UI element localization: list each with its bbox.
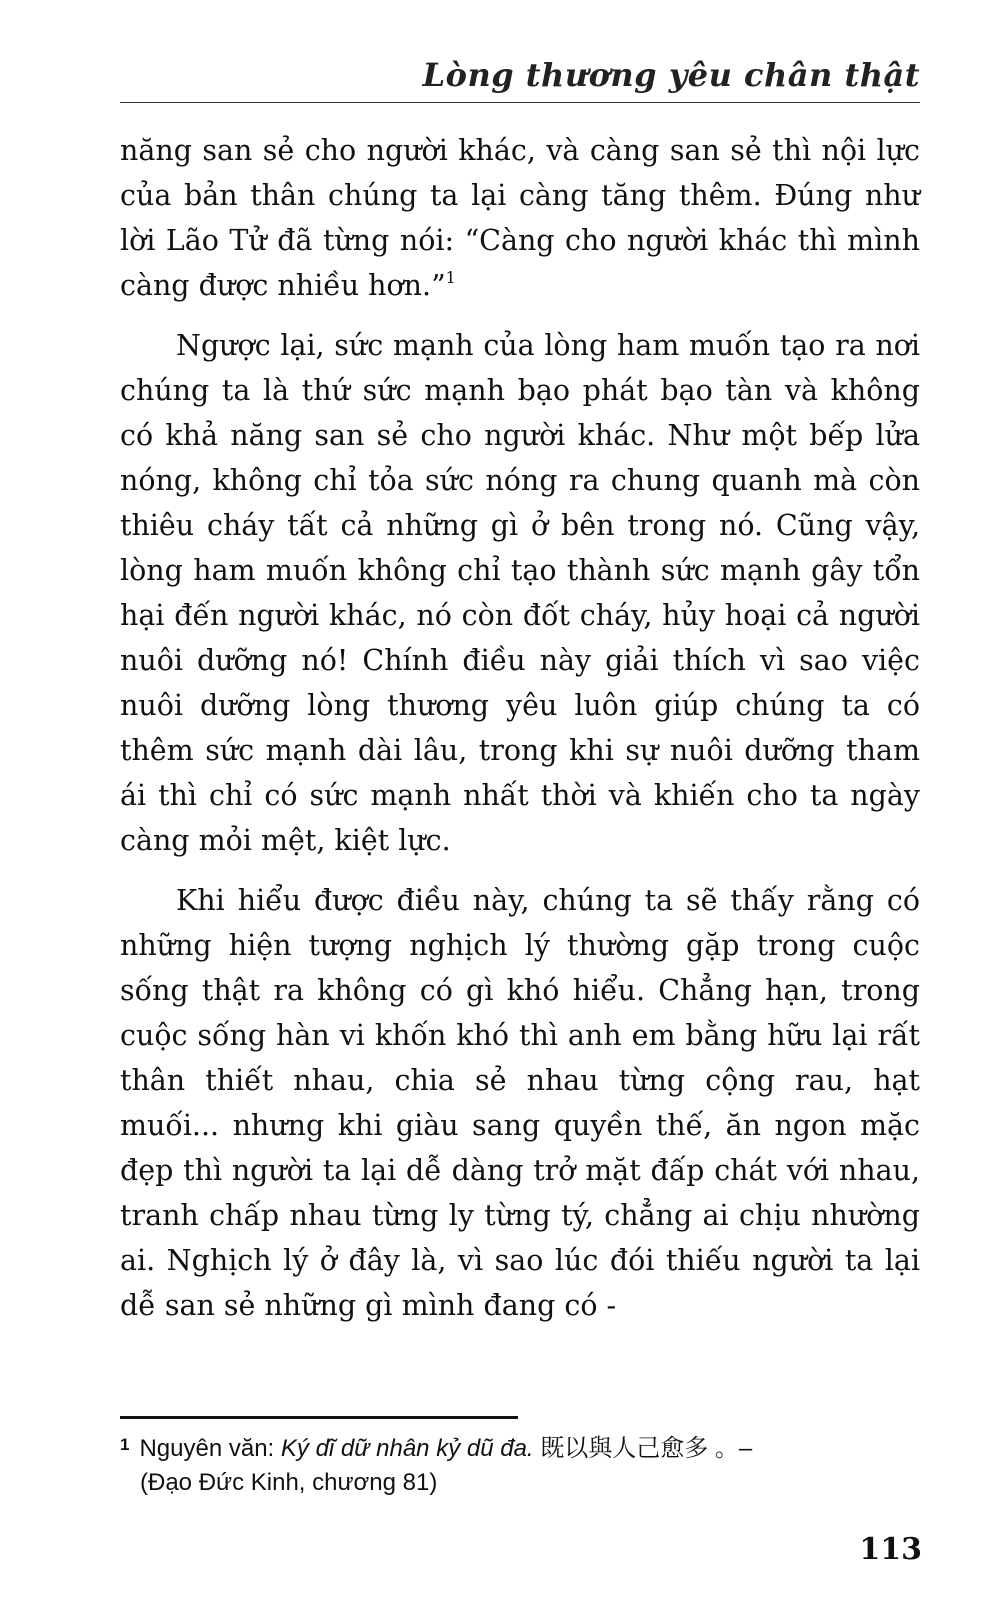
footnote-chinese: 既以與人己愈多 。– — [533, 1435, 753, 1462]
footnote-reference: 1 — [445, 268, 456, 287]
header-rule — [120, 102, 920, 103]
page-number: 113 — [859, 1532, 922, 1567]
paragraph-1-text: năng san sẻ cho người khác, và càng san sẻ thì nội lực của bản thân chúng ta lại càng tăng thêm. Đúng như lời Lão Tử đã từng nói: “Càng cho người khác thì mình càng được nhiều hơn.” — [120, 134, 920, 302]
body-text — [120, 128, 920, 1328]
footnote-italic: Ký dĩ dữ nhân kỷ dũ đa. — [280, 1435, 534, 1462]
footnote-mark: 1 — [120, 1435, 130, 1454]
paragraph-3: Khi hiểu được điều này, chúng ta sẽ thấy rằng có những hiện tượng nghịch lý thường gặp trong cuộc sống thật ra không có gì khó hiểu. Chẳng hạn, trong cuộc sống hàn vi khốn khó thì anh em bằng hữu lại rất thân thiết nhau, chia sẻ nhau từng cộng rau, hạt muối... nhưng khi giàu sang quyền thế, ăn ngon mặc đẹp thì người ta lại dễ dàng trở mặt đấp chát với nhau, tranh chấp nhau từng ly từng tý, chẳng ai chịu nhường ai. Nghịch lý ở đây là, vì sao lúc đói thiếu người ta lại dễ san sẻ những gì mình đang có - — [120, 884, 920, 1322]
running-title: Lòng thương yêu chân thật — [422, 56, 920, 94]
footnote-lead: Nguyên văn: — [139, 1435, 281, 1462]
footnote-source: (Đạo Đức Kinh, chương 81) — [140, 1469, 438, 1496]
paragraph-2: Ngược lại, sức mạnh của lòng ham muốn tạo ra nơi chúng ta là thứ sức mạnh bạo phát bạo tàn và không có khả năng san sẻ cho người khác. Như một bếp lửa nóng, không chỉ tỏa sức nóng ra chung quanh mà còn thiêu cháy tất cả những gì ở bên trong nó. Cũng vậy, lòng ham muốn không chỉ tạo thành sức mạnh gây tổn hại đến người khác, nó còn đốt cháy, hủy hoại cả người nuôi dưỡng nó! Chính điều này giải thích vì sao việc nuôi dưỡng lòng thương yêu luôn giúp chúng ta có thêm sức mạnh dài lâu, trong khi sự nuôi dưỡng tham ái thì chỉ có sức mạnh nhất thời và khiến cho ta ngày càng mỏi mệt, kiệt lực. — [120, 329, 920, 857]
footnote-rule — [120, 1416, 518, 1419]
paragraph-1 — [120, 128, 920, 308]
footnote — [120, 1428, 940, 1500]
